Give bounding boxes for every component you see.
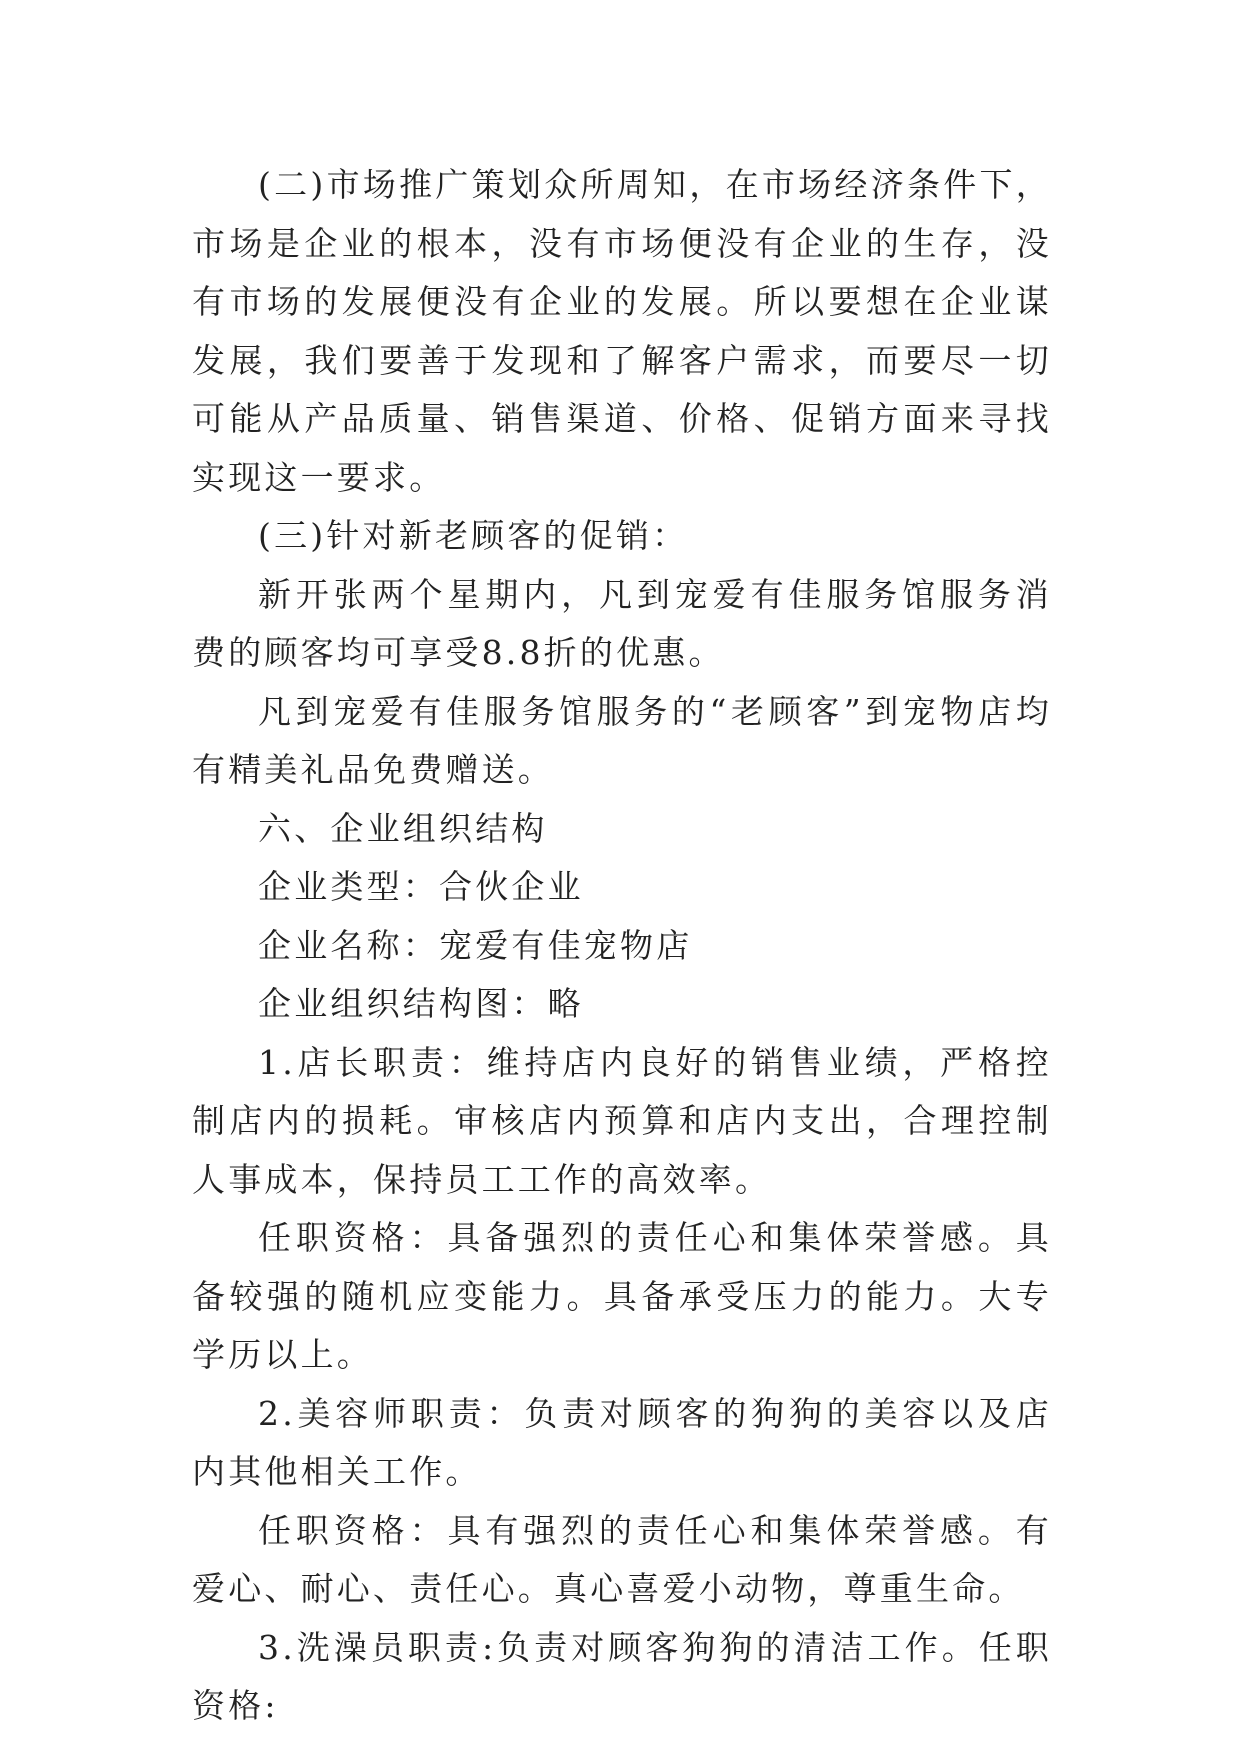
document-body — [192, 156, 1052, 1736]
paragraph-new-customer-discount: 新开张两个星期内，凡到宠爱有佳服务馆服务消费的顾客均可享受8.8折的优惠。 — [192, 574, 1052, 672]
paragraph-company-name: 企业名称：宠爱有佳宠物店 — [258, 925, 693, 965]
paragraph-old-customer-gift: 凡到宠爱有佳服务馆服务的“老顾客”到宠物店均有精美礼品免费赠送。 — [192, 691, 1052, 789]
paragraph-groomer-duties: 2.美容师职责：负责对顾客的狗狗的美容以及店内其他相关工作。 — [192, 1393, 1052, 1491]
paragraph-market-promotion: (二)市场推广策划众所周知，在市场经济条件下，市场是企业的根本，没有市场便没有企业的生存，没有市场的发展便没有企业的发展。所以要想在企业谋发展，我们要善于发现和了解客户需求，而要尽一切可能从产品质量、销售渠道、价格、促销方面来寻找实现这一要求。 — [192, 165, 1052, 497]
paragraph-groomer-qualifications: 任职资格：具有强烈的责任心和集体荣誉感。有爱心、耐心、责任心。真心喜爱小动物，尊重生命。 — [192, 1510, 1052, 1608]
paragraph-manager-qualifications: 任职资格：具备强烈的责任心和集体荣誉感。具备较强的随机应变能力。具备承受压力的能力。大专学历以上。 — [192, 1218, 1052, 1374]
paragraph-bather-duties: 3.洗澡员职责:负责对顾客狗狗的清洁工作。任职资格: — [192, 1627, 1052, 1725]
paragraph-company-type: 企业类型：合伙企业 — [258, 867, 584, 906]
paragraph-promotion-heading: (三)针对新老顾客的促销： — [258, 516, 689, 555]
section-heading-organization: 六、企业组织结构 — [258, 808, 548, 848]
paragraph-manager-duties: 1.店长职责：维持店内良好的销售业绩，严格控制店内的损耗。审核店内预算和店内支出，合理控制人事成本，保持员工工作的高效率。 — [192, 1042, 1052, 1199]
paragraph-org-chart: 企业组织结构图：略 — [258, 984, 584, 1023]
